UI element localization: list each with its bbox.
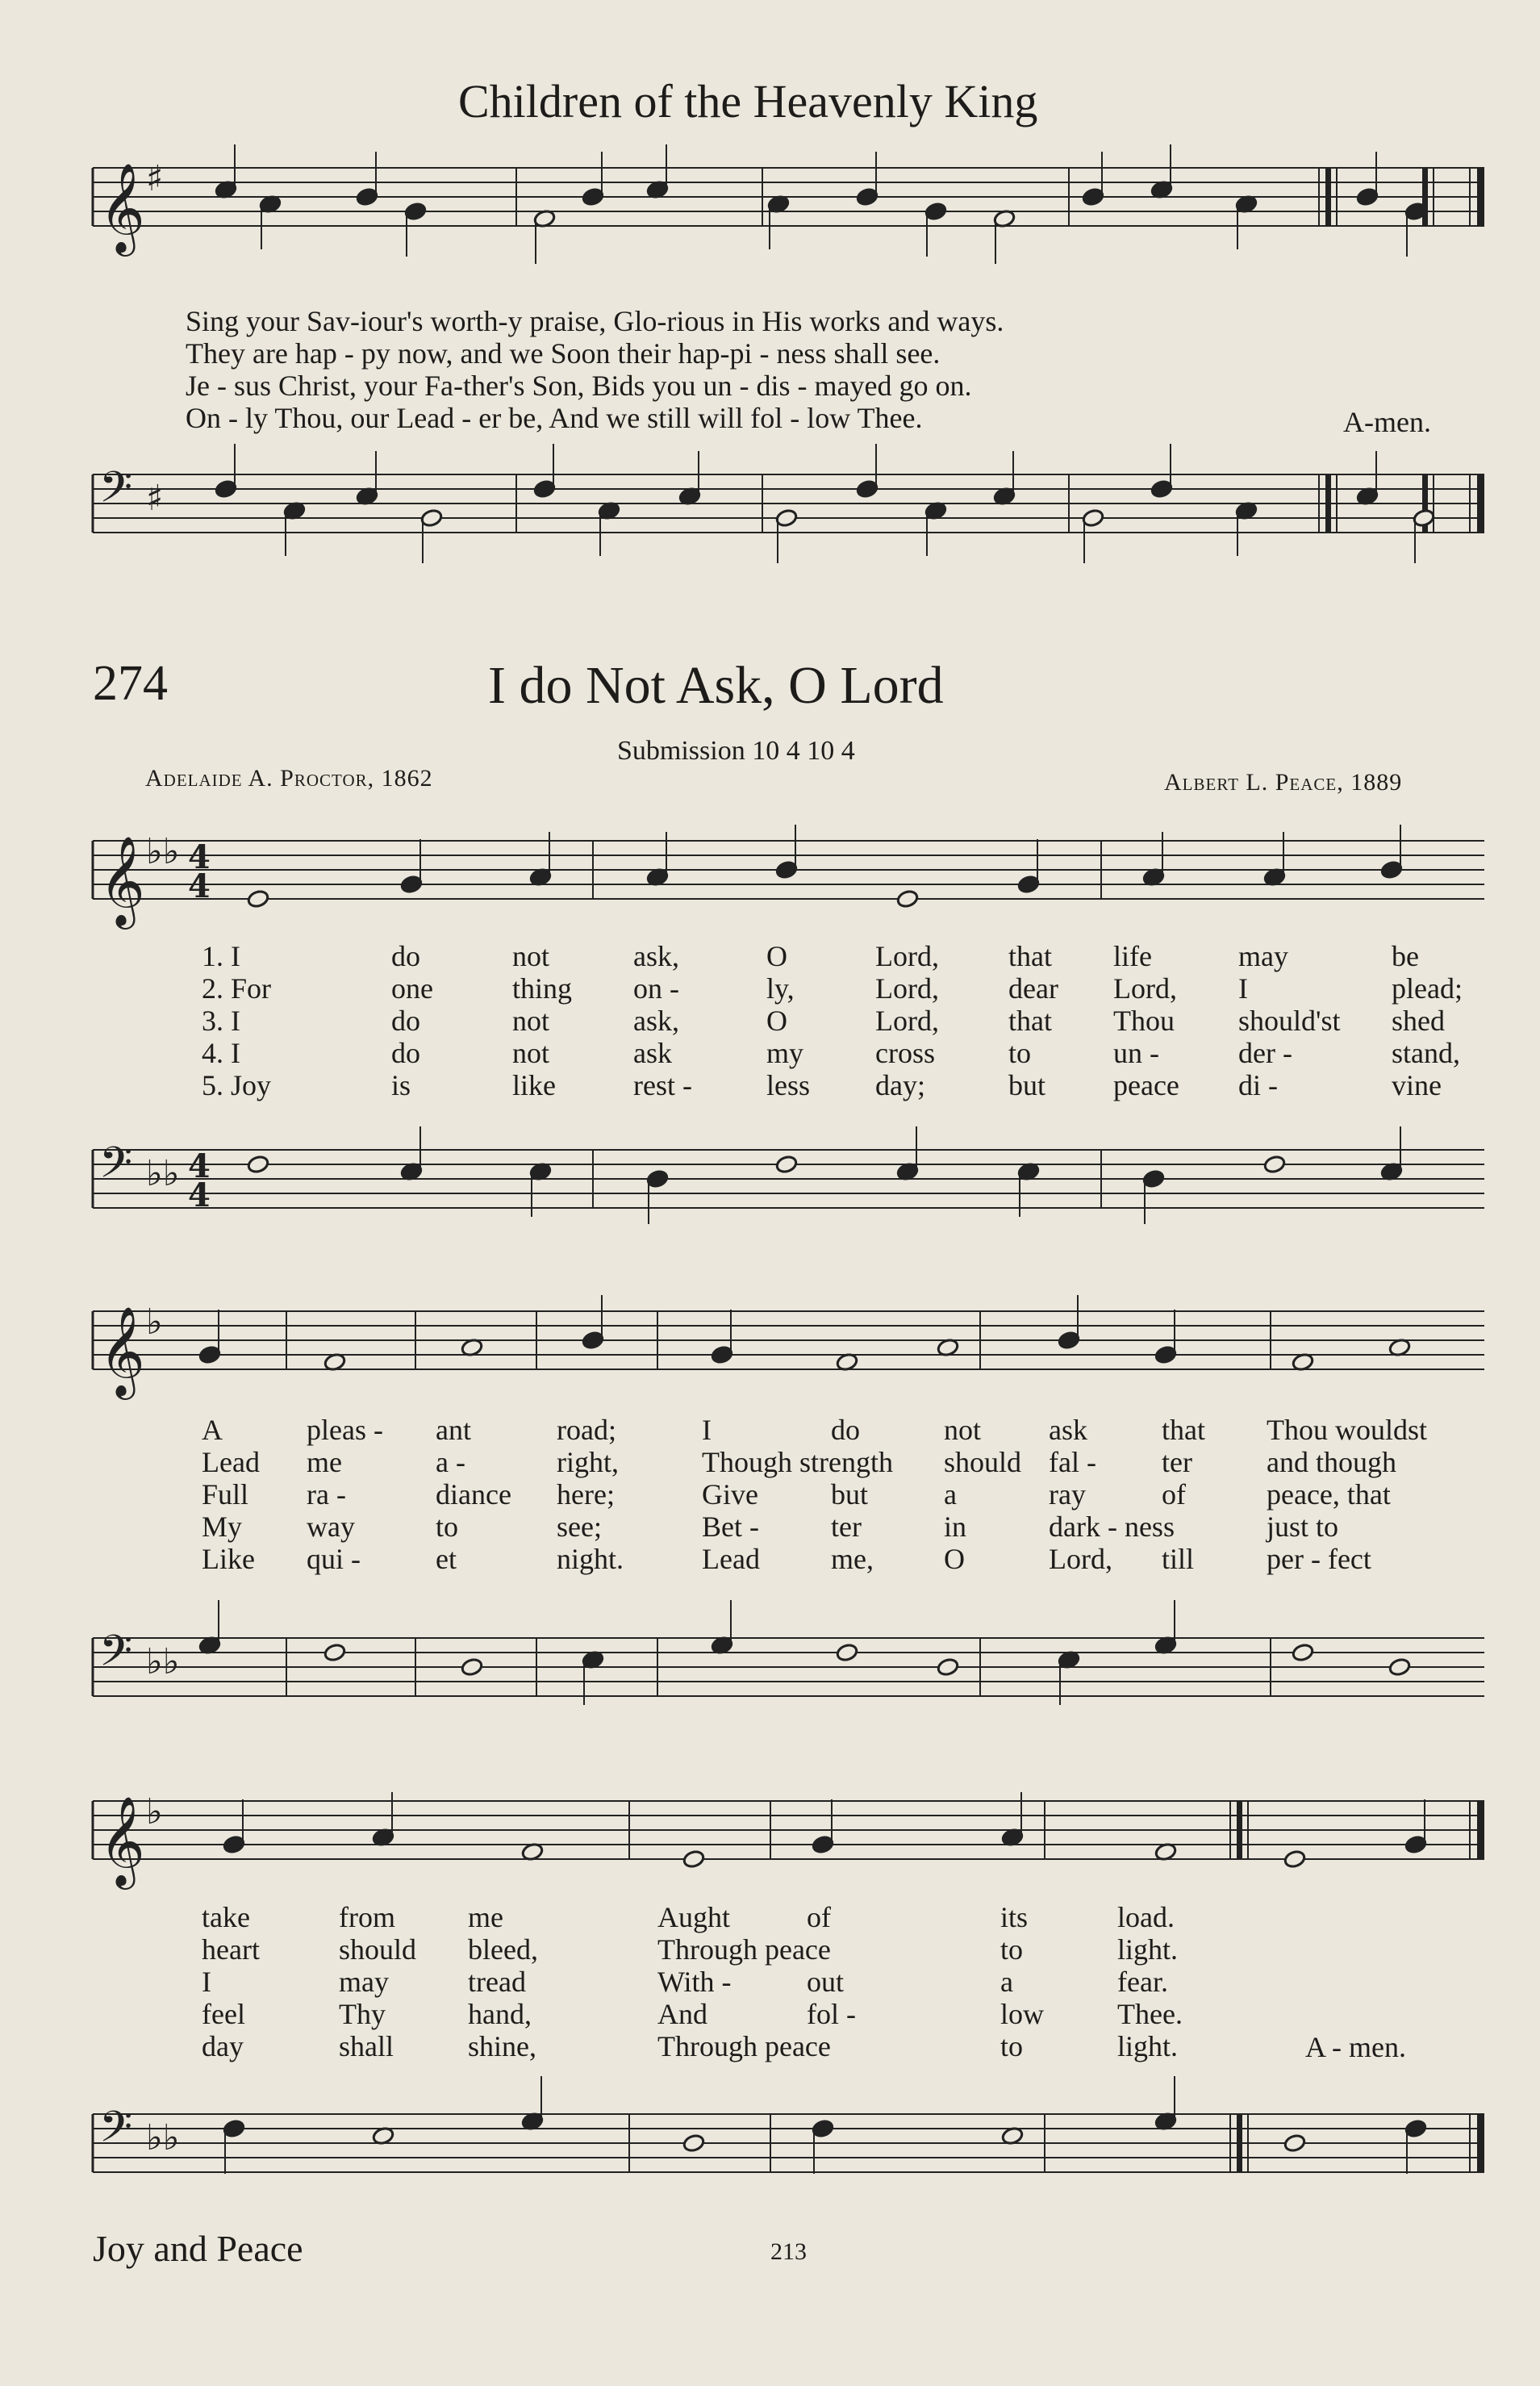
lyric-syllable: day; [875, 1069, 925, 1101]
lyric-syllable: one [391, 972, 433, 1005]
lyric-syllable: qui - [307, 1543, 361, 1575]
lyric-syllable: bleed, [468, 1933, 538, 1966]
lyric-syllable: but [1008, 1069, 1046, 1101]
lyric-syllable: in [944, 1511, 967, 1543]
lyric-syllable: do [831, 1414, 860, 1446]
system1-verse-2 [202, 972, 1476, 1005]
lyric-syllable: dear [1008, 972, 1058, 1005]
lyric-syllable: 5. Joy [202, 1069, 272, 1101]
svg-text:𝄞: 𝄞 [99, 1306, 145, 1396]
system2-verse-1 [202, 1414, 1476, 1446]
top-hymn-title: Children of the Heavenly King [458, 75, 1038, 127]
page-number: 213 [770, 2238, 807, 2265]
lyric-syllable: road; [557, 1414, 616, 1446]
lyric-syllable: not [512, 1037, 550, 1069]
lyric-syllable: ask, [633, 940, 679, 972]
system3-verse-3 [202, 1966, 1476, 1998]
system2-verse-5 [202, 1543, 1476, 1575]
hymn-number: 274 [93, 656, 168, 711]
lyric-syllable: light. [1117, 1933, 1179, 1966]
lyric-syllable: Through peace [657, 1933, 831, 1966]
lyric-syllable: its [1000, 1901, 1029, 1933]
lyric-syllable: ask [1049, 1414, 1087, 1446]
lyric-syllable: ly, [766, 972, 795, 1005]
lyric-syllable: shed [1392, 1005, 1445, 1037]
lyric-syllable: me, [831, 1543, 874, 1575]
svg-text:𝄢: 𝄢 [99, 1139, 133, 1198]
lyric-syllable: fol - [807, 1998, 856, 2030]
top-bass-staff [93, 458, 1484, 587]
lyric-syllable: to [1008, 1037, 1032, 1069]
lyric-syllable: not [512, 940, 550, 972]
system1-verse-3 [202, 1005, 1476, 1037]
lyric-syllable: Lead [202, 1446, 260, 1478]
lyric-syllable: like [512, 1069, 556, 1101]
lyric-syllable: should'st [1238, 1005, 1341, 1037]
lyric-syllable: less [766, 1069, 810, 1101]
svg-text:𝄞: 𝄞 [99, 162, 145, 253]
lyric-syllable: do [391, 1005, 420, 1037]
lyric-syllable: ray [1049, 1478, 1086, 1511]
lyric-syllable: ter [831, 1511, 862, 1543]
sys3-lyrics [202, 1901, 1476, 2062]
sys1-bass-staff [93, 1134, 1484, 1263]
sys1-treble-staff [93, 825, 1484, 954]
system2-verse-4 [202, 1511, 1476, 1543]
lyric-syllable: I [702, 1414, 712, 1446]
lyric-syllable: dark - ness [1049, 1511, 1175, 1543]
lyric-syllable: low [1000, 1998, 1044, 2030]
lyric-syllable: Aught [657, 1901, 730, 1933]
lyric-syllable: not [944, 1414, 982, 1446]
lyric-syllable: do [391, 940, 420, 972]
system3-verse-5 [202, 2030, 1476, 2062]
hymn-title: I do Not Ask, O Lord [488, 656, 944, 715]
sys2-lyrics [202, 1414, 1476, 1575]
lyric-syllable: A [202, 1414, 223, 1446]
lyric-syllable: may [1238, 940, 1288, 972]
svg-text:𝄢: 𝄢 [99, 2103, 133, 2162]
lyric-syllable: shine, [468, 2030, 536, 2062]
lyric-syllable: to [436, 1511, 459, 1543]
lyric-syllable: be [1392, 940, 1419, 972]
tune-name: Submission 10 4 10 4 [617, 736, 855, 766]
top-amen: A-men. [1343, 406, 1431, 438]
lyric-syllable: Though strength [702, 1446, 893, 1478]
lyric-syllable: of [807, 1901, 831, 1933]
top-treble-staff [93, 152, 1484, 281]
lyric-syllable: my [766, 1037, 804, 1069]
lyric-syllable: fal - [1049, 1446, 1096, 1478]
system1-verse-1 [202, 940, 1476, 972]
lyric-syllable: do [391, 1037, 420, 1069]
lyric-syllable: Lead [702, 1543, 760, 1575]
sys1-lyrics [202, 940, 1476, 1101]
lyric-syllable: Lord, [875, 940, 939, 972]
lyric-syllable: see; [557, 1511, 602, 1543]
svg-text:♯: ♯ [146, 478, 164, 519]
lyric-syllable: 1. I [202, 940, 240, 972]
lyric-syllable: Lord, [1113, 972, 1177, 1005]
system2-verse-3 [202, 1478, 1476, 1511]
lyric-syllable: stand, [1392, 1037, 1460, 1069]
lyric-syllable: Lord, [875, 1005, 939, 1037]
lyric-syllable: peace, that [1267, 1478, 1391, 1511]
lyric-syllable: way [307, 1511, 355, 1543]
lyric-syllable: Lord, [1049, 1543, 1112, 1575]
lyric-syllable: just to [1267, 1511, 1339, 1543]
lyric-syllable: tread [468, 1966, 526, 1998]
svg-text:♭♭: ♭♭ [146, 1153, 180, 1194]
author: Adelaide A. Proctor, 1862 [145, 765, 433, 792]
lyric-syllable: not [512, 1005, 550, 1037]
lyric-syllable: der - [1238, 1037, 1292, 1069]
lyric-syllable: hand, [468, 1998, 532, 2030]
lyric-syllable: Give [702, 1478, 758, 1511]
lyric-syllable: Thou [1113, 1005, 1175, 1037]
lyric-syllable: Thy [339, 1998, 386, 2030]
lyric-syllable: that [1008, 940, 1052, 972]
lyric-syllable: ant [436, 1414, 471, 1446]
lyric-syllable: fear. [1117, 1966, 1168, 1998]
lyric-syllable: I [1238, 972, 1248, 1005]
lyric-syllable: should [339, 1933, 417, 1966]
lyric-syllable: a [1000, 1966, 1013, 1998]
lyric-syllable: may [339, 1966, 389, 1998]
system3-verse-4 [202, 1998, 1476, 2030]
lyric-syllable: I [202, 1966, 211, 1998]
lyric-syllable: a [944, 1478, 957, 1511]
section-label: Joy and Peace [93, 2228, 303, 2269]
lyric-syllable: and though [1267, 1446, 1396, 1478]
lyric-syllable: ask [633, 1037, 672, 1069]
lyric-syllable: ra - [307, 1478, 346, 1511]
lyric-syllable: on - [633, 972, 679, 1005]
lyric-syllable: here; [557, 1478, 615, 1511]
lyric-syllable: take [202, 1901, 250, 1933]
system3-verse-1 [202, 1901, 1476, 1933]
sys3-bass-staff [93, 2098, 1484, 2227]
svg-text:♭♭: ♭♭ [146, 2117, 180, 2158]
lyric-syllable: ter [1162, 1446, 1192, 1478]
sys2-treble-staff [93, 1295, 1484, 1424]
lyric-syllable: plead; [1392, 972, 1463, 1005]
lyric-syllable: 4. I [202, 1037, 240, 1069]
lyric-syllable: With - [657, 1966, 732, 1998]
lyric-syllable: di - [1238, 1069, 1278, 1101]
lyric-syllable: 3. I [202, 1005, 240, 1037]
svg-text:𝄞: 𝄞 [99, 835, 145, 926]
lyric-syllable: Through peace [657, 2030, 831, 2062]
lyric-syllable: to [1000, 1933, 1024, 1966]
lyric-syllable: pleas - [307, 1414, 383, 1446]
lyric-syllable: feel [202, 1998, 245, 2030]
lyric-syllable: Full [202, 1478, 249, 1511]
svg-text:4: 4 [188, 838, 211, 876]
svg-text:𝄢: 𝄢 [99, 1627, 133, 1686]
lyric-syllable: shall [339, 2030, 394, 2062]
lyric-syllable: rest - [633, 1069, 692, 1101]
lyric-syllable: vine [1392, 1069, 1442, 1101]
svg-text:𝄞: 𝄞 [99, 1795, 145, 1886]
lyric-syllable: from [339, 1901, 395, 1933]
svg-text:4: 4 [188, 867, 211, 905]
hymn-amen: A - men. [1305, 2031, 1406, 2063]
lyric-syllable: O [766, 940, 787, 972]
svg-text:♭: ♭ [146, 1791, 163, 1832]
lyric-syllable: And [657, 1998, 707, 2030]
svg-text:♭: ♭ [146, 1302, 163, 1343]
lyric-syllable: right, [557, 1446, 619, 1478]
lyric-syllable: et [436, 1543, 457, 1575]
lyric-syllable: heart [202, 1933, 260, 1966]
lyric-syllable: peace [1113, 1069, 1179, 1101]
lyric-syllable: me [468, 1901, 503, 1933]
lyric-syllable: a - [436, 1446, 465, 1478]
system1-verse-5 [202, 1069, 1476, 1101]
svg-text:𝄢: 𝄢 [99, 463, 133, 523]
svg-text:4: 4 [188, 1147, 211, 1185]
svg-text:♭♭: ♭♭ [146, 831, 180, 872]
lyric-syllable: till [1162, 1543, 1195, 1575]
lyric-syllable: ask, [633, 1005, 679, 1037]
lyric-syllable: day [202, 2030, 244, 2062]
sys3-treble-staff [93, 1785, 1484, 1914]
lyric-syllable: Like [202, 1543, 255, 1575]
lyric-syllable: night. [557, 1543, 624, 1575]
lyric-syllable: diance [436, 1478, 511, 1511]
lyric-syllable: Thou wouldst [1267, 1414, 1428, 1446]
lyric-syllable: light. [1117, 2030, 1179, 2062]
lyric-syllable: of [1162, 1478, 1186, 1511]
system2-verse-2 [202, 1446, 1476, 1478]
lyric-syllable: should [944, 1446, 1022, 1478]
lyric-syllable: cross [875, 1037, 935, 1069]
lyric-syllable: me [307, 1446, 342, 1478]
lyric-syllable: Bet - [702, 1511, 759, 1543]
composer: Albert L. Peace, 1889 [1164, 769, 1403, 796]
system3-verse-2 [202, 1933, 1476, 1966]
sys2-bass-staff [93, 1622, 1484, 1751]
svg-text:♯: ♯ [146, 158, 164, 199]
lyric-syllable: to [1000, 2030, 1024, 2062]
lyric-syllable: but [831, 1478, 869, 1511]
lyric-syllable: load. [1117, 1901, 1175, 1933]
svg-text:♭♭: ♭♭ [146, 1641, 180, 1682]
lyric-syllable: O [944, 1543, 965, 1575]
lyric-syllable: Thee. [1117, 1998, 1183, 2030]
system1-verse-4 [202, 1037, 1476, 1069]
lyric-syllable: My [202, 1511, 243, 1543]
svg-text:4: 4 [188, 1176, 211, 1214]
lyric-syllable: Lord, [875, 972, 939, 1005]
lyric-syllable: out [807, 1966, 845, 1998]
lyric-syllable: that [1162, 1414, 1205, 1446]
lyric-syllable: 2. For [202, 972, 272, 1005]
lyric-syllable: O [766, 1005, 787, 1037]
lyric-syllable: thing [512, 972, 573, 1005]
lyric-syllable: that [1008, 1005, 1052, 1037]
lyric-syllable: un - [1113, 1037, 1159, 1069]
lyric-syllable: per - fect [1267, 1543, 1371, 1575]
lyric-syllable: is [391, 1069, 411, 1101]
lyric-syllable: life [1113, 940, 1152, 972]
